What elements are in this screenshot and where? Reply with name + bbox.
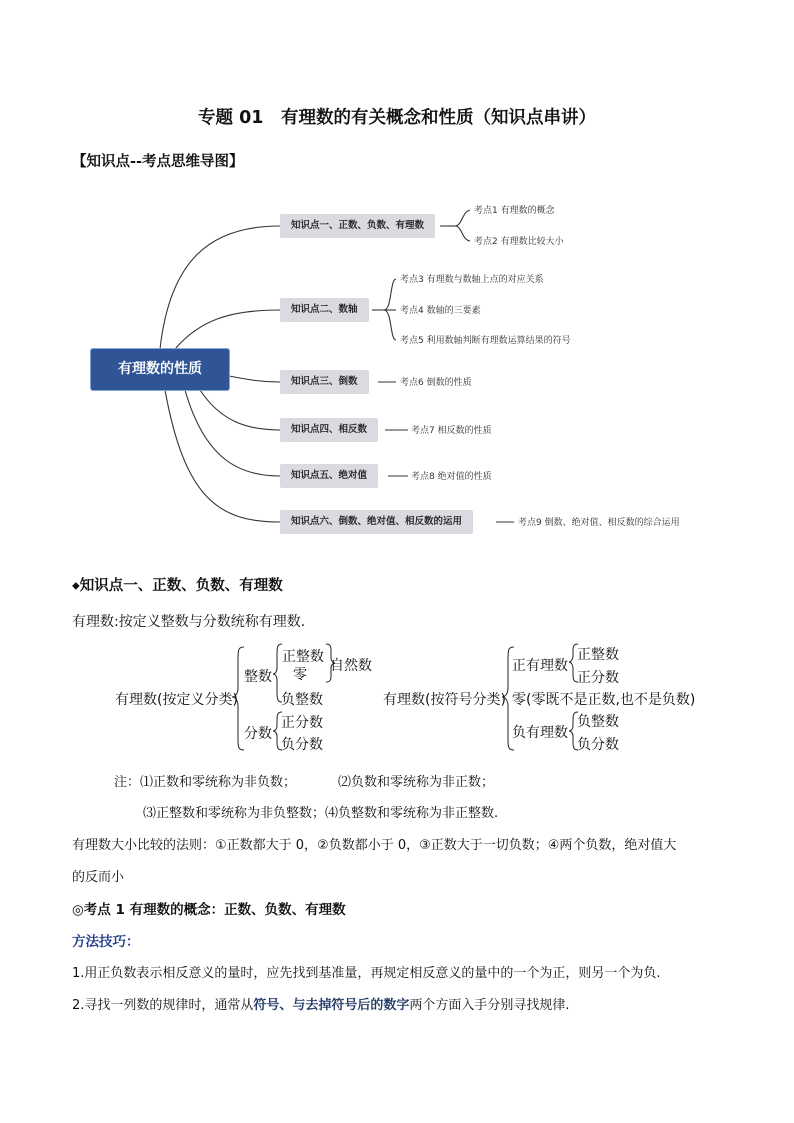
- fraction-label: 分数: [244, 726, 272, 742]
- negative-fraction-label: 负分数: [281, 737, 323, 753]
- positive-integer-label: 正整数: [282, 649, 324, 665]
- mindmap-heading: 【知识点--考点思维导图】: [72, 154, 244, 170]
- by-sign-label: 有理数(按符号分类): [383, 692, 506, 708]
- mindmap-connectors: [0, 0, 794, 560]
- tip-2-emphasis: 符号、与去掉符号后的数字: [253, 998, 410, 1013]
- positive-rational-label: 正有理数: [512, 658, 568, 674]
- page-title: 专题 01 有理数的有关概念和性质（知识点串讲）: [198, 108, 596, 128]
- mindmap-leaf: 考点6 倒数的性质: [400, 378, 472, 388]
- method-heading: 方法技巧：: [72, 934, 140, 950]
- tip-1: 1.用正负数表示相反意义的量时，应先找到基准量，再规定相反意义的量中的一个为正，则另一个为负.: [72, 966, 661, 981]
- negative-integer-label-2: 负整数: [577, 714, 619, 730]
- mindmap-node-5: 知识点五、绝对值: [280, 464, 378, 488]
- mindmap-leaf: 考点8 绝对值的性质: [411, 472, 492, 482]
- mindmap-leaf: 考点4 数轴的三要素: [400, 306, 481, 316]
- diamond-bullet-icon: ◆: [72, 580, 80, 592]
- mindmap-leaf: 考点1 有理数的概念: [474, 206, 555, 216]
- definition-text: 有理数:按定义整数与分数统称有理数.: [72, 614, 306, 630]
- mindmap-node-2: 知识点二、数轴: [280, 298, 369, 322]
- tip-2: 2.寻找一列数的规律时，通常从符号、与去掉符号后的数字两个方面入手分别寻找规律.: [72, 998, 570, 1013]
- by-definition-label: 有理数(按定义分类): [115, 692, 238, 708]
- note-2: ⑵负数和零统称为非正数；: [338, 775, 495, 790]
- positive-fraction-label: 正分数: [281, 715, 323, 731]
- mindmap-node-6: 知识点六、倒数、绝对值、相反数的运用: [280, 510, 473, 534]
- mindmap-leaf: 考点7 相反数的性质: [411, 426, 492, 436]
- compare-rule-line-2: 的反而小: [72, 870, 125, 885]
- mindmap-leaf: 考点9 倒数、绝对值、相反数的综合运用: [518, 518, 680, 528]
- positive-integer-label-2: 正整数: [577, 647, 619, 663]
- compare-rule-line-1: 有理数大小比较的法则：①正数都大于 0，②负数都小于 0，③正数大于一切负数；④两个负数，绝对值大: [72, 838, 677, 853]
- positive-fraction-label-2: 正分数: [577, 670, 619, 686]
- negative-fraction-label-2: 负分数: [577, 737, 619, 753]
- zero-note: 零(零既不是正数,也不是负数): [512, 692, 696, 708]
- zero-label: 零: [293, 667, 307, 683]
- mindmap-node-4: 知识点四、相反数: [280, 418, 378, 442]
- mindmap-node-3: 知识点三、倒数: [280, 370, 369, 394]
- note-3: ⑶正整数和零统称为非负整数；⑷负整数和零统称为非正整数.: [143, 806, 499, 821]
- integer-label: 整数: [244, 669, 272, 685]
- mindmap-leaf: 考点5 利用数轴判断有理数运算结果的符号: [400, 336, 571, 346]
- mindmap-node-1: 知识点一、正数、负数、有理数: [280, 214, 435, 238]
- negative-integer-label: 负整数: [281, 692, 323, 708]
- mindmap-root: 有理数的性质: [91, 349, 229, 390]
- section-heading: ◆知识点一、正数、负数、有理数: [72, 578, 283, 594]
- negative-rational-label: 负有理数: [512, 725, 568, 741]
- natural-number-label: 自然数: [330, 658, 372, 674]
- kaodian-heading: ◎考点 1 有理数的概念：正数、负数、有理数: [72, 902, 346, 918]
- note-1: 注：⑴正数和零统称为非负数；: [114, 775, 297, 790]
- mindmap-leaf: 考点2 有理数比较大小: [474, 237, 564, 247]
- mindmap-leaf: 考点3 有理数与数轴上点的对应关系: [400, 275, 544, 285]
